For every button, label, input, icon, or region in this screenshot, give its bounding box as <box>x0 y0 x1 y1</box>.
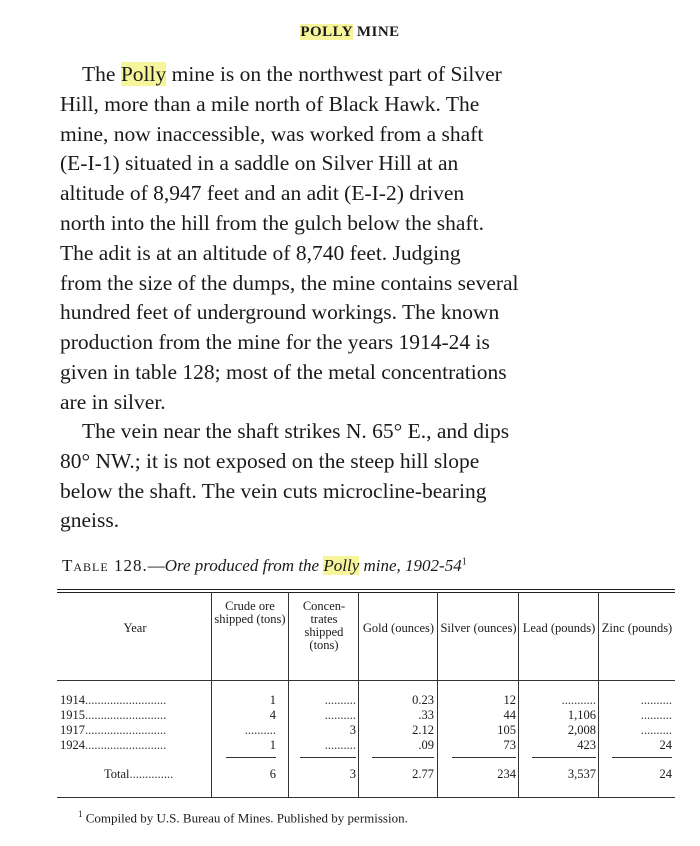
cell-conc: .......... <box>324 738 356 752</box>
total-gold: 2.77 <box>412 767 434 781</box>
total-silver: 234 <box>497 767 516 781</box>
paragraph-line: below the shaft. The vein cuts microcline-bearing <box>60 478 487 503</box>
cell-silver: 73 <box>503 738 516 752</box>
table-bottom-rule <box>57 797 675 798</box>
section-heading <box>0 24 700 41</box>
line-text: The <box>82 62 121 86</box>
footnote-mark: 1 <box>78 809 83 819</box>
total-zinc: 24 <box>659 767 672 781</box>
header-silver: Silver (ounces) <box>440 621 517 635</box>
header-rule <box>57 680 675 681</box>
leader-dots: .......................... <box>85 694 167 707</box>
paragraph-line <box>60 60 674 90</box>
leader-dots: .......................... <box>85 724 167 737</box>
total-rule <box>300 757 356 758</box>
cell-lead: 423 <box>577 738 596 752</box>
header-crude-ore: Crude ore shipped (tons) <box>214 599 286 626</box>
paragraph-2 <box>60 417 674 536</box>
cell-zinc: .......... <box>640 708 672 722</box>
cell-lead: ........... <box>561 693 596 707</box>
row-year: 1915 <box>60 709 85 722</box>
header-concentrates: Concen- trates shipped (tons) <box>302 599 346 652</box>
header-gold: Gold (ounces) <box>362 621 435 635</box>
cell-zinc: .......... <box>640 723 672 737</box>
table-row <box>60 709 210 722</box>
total-rule <box>452 757 516 758</box>
heading-post: MINE <box>352 24 400 40</box>
cell-crude: 4 <box>269 708 276 722</box>
table-top-rule <box>57 589 675 590</box>
cell-gold: 2.12 <box>412 723 434 737</box>
cell-conc: 3 <box>349 723 356 737</box>
total-rule <box>226 757 276 758</box>
paragraph-line: given in table 128; most of the metal concentrations <box>60 359 507 384</box>
paragraph-line: from the size of the dumps, the mine contains several <box>60 270 519 295</box>
cell-silver: 44 <box>503 708 516 722</box>
header-zinc: Zinc (pounds) <box>601 621 673 635</box>
paragraph-line: altitude of 8,947 feet and an adit (E-I-2) driven <box>60 181 465 206</box>
column-divider <box>288 592 289 798</box>
total-label: Total <box>104 768 130 781</box>
paragraph-line: are in silver. <box>60 389 166 414</box>
column-divider <box>437 592 438 798</box>
cell-zinc: .......... <box>640 693 672 707</box>
paragraph-line: mine, now inaccessible, was worked from a shaft <box>60 121 484 146</box>
paragraph-1 <box>60 60 674 418</box>
table-label: Table 128. <box>62 556 148 575</box>
cell-lead: 2,008 <box>567 723 596 737</box>
paragraph-line: hundred feet of underground workings. The known <box>60 300 500 325</box>
leader-dots: .......................... <box>85 739 167 752</box>
header-year: Year <box>123 621 147 635</box>
cell-gold: .33 <box>418 708 434 722</box>
cell-conc: .......... <box>324 708 356 722</box>
total-crude: 6 <box>269 767 276 781</box>
paragraph-line: Hill, more than a mile north of Black Hawk. The <box>60 91 480 116</box>
total-lead: 3,537 <box>567 767 596 781</box>
cell-conc: .......... <box>324 693 356 707</box>
cell-gold: .09 <box>418 738 434 752</box>
cell-lead: 1,106 <box>567 708 596 722</box>
row-year: 1924 <box>60 739 85 752</box>
table-caption <box>62 556 674 576</box>
total-conc: 3 <box>349 767 356 781</box>
total-rule <box>372 757 434 758</box>
table-row <box>60 739 210 752</box>
heading-highlight: POLLY <box>300 24 353 40</box>
total-rule <box>612 757 672 758</box>
paragraph-line: gneiss. <box>60 508 120 533</box>
paragraph-line: (E-I-1) situated in a saddle on Silver Hill at an <box>60 151 459 176</box>
cell-crude: 1 <box>269 693 276 707</box>
total-rule <box>532 757 596 758</box>
table-top-rule-2 <box>57 592 675 593</box>
paragraph-line: The adit is at an altitude of 8,740 feet. Judging <box>60 240 461 265</box>
caption-post: mine, 1902-54 <box>359 556 462 575</box>
paragraph-line: The vein near the shaft strikes N. 65° E., and dips <box>82 419 510 443</box>
row-year: 1917 <box>60 724 85 737</box>
table-row <box>60 724 210 737</box>
line-text: mine is on the northwest part of Silver <box>166 62 502 86</box>
cell-crude: .......... <box>244 723 276 737</box>
header-lead: Lead (pounds) <box>522 621 596 635</box>
paragraph-line: 80° NW.; it is not exposed on the steep hill slope <box>60 448 480 473</box>
leader-dots: .............. <box>129 768 174 781</box>
caption-highlight: Polly <box>323 556 360 575</box>
table-row <box>60 694 210 707</box>
caption-dash: — <box>147 556 165 575</box>
column-divider <box>518 592 519 798</box>
caption-pre: Ore produced from the <box>164 556 324 575</box>
line-highlight: Polly <box>120 62 167 86</box>
column-divider <box>598 592 599 798</box>
footnote-text: Compiled by U.S. Bureau of Mines. Published by permission. <box>85 810 408 826</box>
paragraph-line: north into the hill from the gulch below the shaft. <box>60 210 484 235</box>
total-row <box>60 768 210 781</box>
cell-gold: 0.23 <box>412 693 434 707</box>
paragraph-line: production from the mine for the years 1914-24 is <box>60 330 490 355</box>
caption-footnote-mark: 1 <box>461 556 467 568</box>
cell-silver: 12 <box>503 693 516 707</box>
cell-zinc: 24 <box>659 738 672 752</box>
column-divider <box>358 592 359 798</box>
cell-crude: 1 <box>269 738 276 752</box>
footnote <box>78 809 408 826</box>
row-year: 1914 <box>60 694 85 707</box>
leader-dots: .......................... <box>85 709 167 722</box>
cell-silver: 105 <box>497 723 516 737</box>
